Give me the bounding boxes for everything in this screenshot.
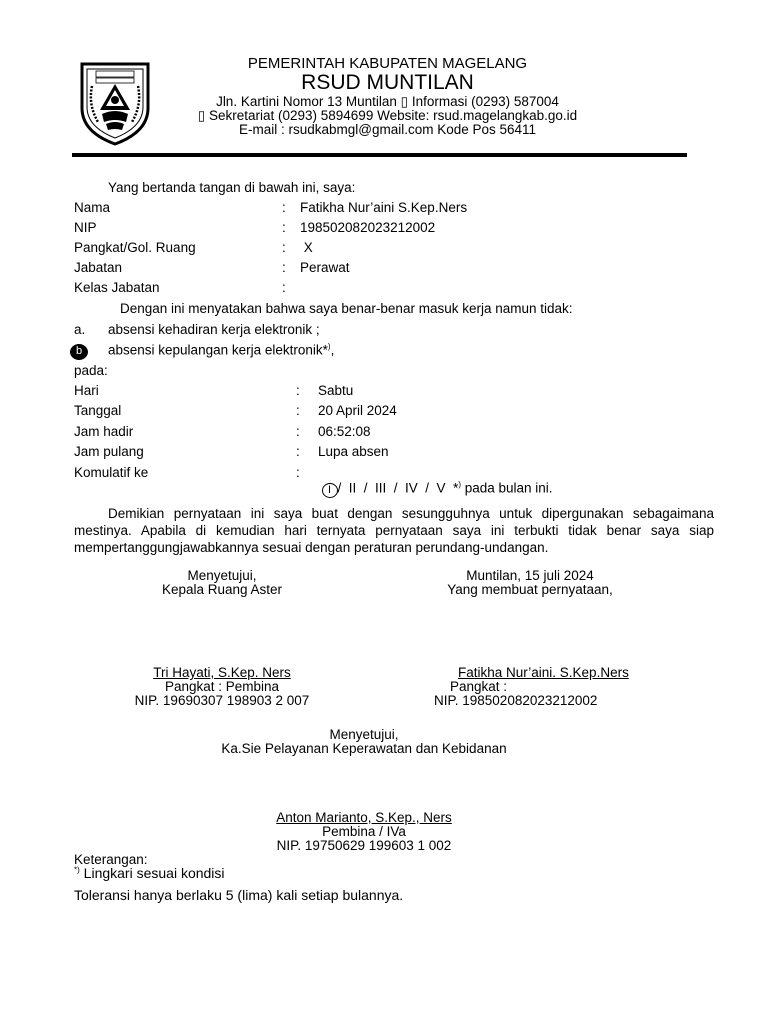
right-signer-name: Fatikha Nur’aini. S.Kep.Ners (458, 665, 629, 680)
closing-paragraph: Demikian pernyataan ini saya buat dengan sesungguhnya untuk dipergunakan sebagaimana mestinya. Apabila di kemudian hari ternyata pernyataan saya ini terbukti tidak benar saya siap mempertanggungjawabkannya sesuai dengan peraturan perundang-undangan. (74, 506, 714, 555)
footnote-marker: ) (327, 342, 331, 351)
detail-label-jam-pulang: Jam pulang (74, 444, 144, 459)
hospital-name: RSUD MUNTILAN (301, 71, 474, 94)
field-value-nip: 198502082023212002 (300, 220, 436, 235)
field-label-pangkat: Pangkat/Gol. Ruang (74, 240, 196, 255)
field-colon: : (282, 220, 286, 235)
detail-colon: : (296, 403, 300, 418)
left-signer-nip: NIP. 19690307 198903 2 007 (134, 693, 310, 708)
bottom-position: Ka.Sie Pelayanan Keperawatan dan Kebidanan (221, 741, 507, 756)
note-1-text: Lingkari sesuai kondisi (79, 865, 225, 881)
option-a-text: absensi kehadiran kerja elektronik ; (108, 322, 320, 337)
statement-text: Dengan ini menyatakan bahwa saya benar-benar masuk kerja namun tidak: (120, 301, 573, 316)
option-b-suffix: , (330, 342, 335, 358)
left-signer-rank: Pangkat : Pembina (164, 679, 280, 694)
detail-value-jam-pulang: Lupa absen (318, 444, 389, 459)
option-b-circled-marker (70, 342, 88, 360)
bottom-approval-label: Menyetujui, (329, 727, 399, 742)
government-name: PEMERINTAH KABUPATEN MAGELANG (247, 55, 528, 72)
note-1 (74, 865, 225, 881)
circle-i-icon: I (322, 483, 338, 498)
address-line-1: Jln. Kartini Nomor 13 Muntilan ▯ Informasi (0293) 587004 (216, 94, 559, 109)
detail-colon: : (296, 383, 300, 398)
note-2: Toleransi hanya berlaku 5 (lima) kali setiap bulannya. (74, 887, 404, 903)
regency-coat-of-arms-logo (78, 60, 152, 146)
pada-label: pada: (74, 363, 108, 378)
intro-text: Yang bertanda tangan di bawah ini, saya: (108, 180, 356, 195)
field-value-nama: Fatikha Nur’aini S.Kep.Ners (300, 200, 468, 215)
detail-value-jam-hadir: 06:52:08 (318, 424, 371, 439)
detail-label-tanggal: Tanggal (74, 403, 122, 418)
option-b-text (108, 342, 334, 358)
left-position: Kepala Ruang Aster (161, 582, 283, 597)
kumulatif-value (314, 465, 553, 498)
option-a-marker: a. (74, 322, 86, 337)
detail-label-jam-hadir: Jam hadir (74, 424, 134, 439)
left-approval-label: Menyetujui, (187, 568, 257, 583)
detail-colon: : (296, 424, 300, 439)
right-position: Yang membuat pernyataan, (447, 582, 613, 597)
footnote-marker: *) (74, 865, 80, 875)
detail-value-tanggal: 20 April 2024 (318, 403, 397, 418)
detail-value-hari: Sabtu (318, 383, 354, 398)
footnote-marker: ) (458, 480, 461, 489)
option-b-label: absensi kepulangan kerja elektronik* (108, 342, 328, 358)
detail-label-hari: Hari (74, 383, 99, 398)
right-signer-rank: Pangkat : (450, 679, 508, 694)
right-signer-nip: NIP. 198502082023212002 (434, 693, 598, 708)
detail-colon: : (296, 444, 300, 459)
field-value-jabatan: Perawat (300, 260, 350, 275)
kumulatif-options: / II / III / IV / V * (337, 480, 459, 496)
field-label-jabatan: Jabatan (74, 260, 123, 275)
bottom-signer-name: Anton Marianto, S.Kep., Ners (276, 810, 452, 825)
bottom-signer-rank: Pembina / IVa (322, 824, 406, 839)
notes-title: Keterangan: (74, 852, 148, 867)
field-label-kelas-jabatan: Kelas Jabatan (74, 280, 160, 295)
field-value-pangkat: X (300, 240, 313, 255)
field-colon: : (282, 260, 286, 275)
header-divider (72, 153, 687, 157)
field-label-nama: Nama (74, 200, 111, 215)
address-line-3: E-mail : rsudkabmgl@gmail.com Kode Pos 56411 (238, 122, 537, 137)
circle-b-icon: b (70, 344, 88, 360)
left-signer-name: Tri Hayati, S.Kep. Ners (153, 665, 291, 680)
field-colon: : (282, 200, 286, 215)
detail-label-kumulatif: Komulatif ke (74, 465, 149, 480)
field-colon: : (282, 240, 286, 255)
field-label-nip: NIP (74, 220, 97, 235)
field-colon: : (282, 280, 286, 295)
right-place-date: Muntilan, 15 juli 2024 (466, 568, 594, 583)
detail-colon: : (296, 465, 300, 480)
bottom-signer-nip: NIP. 19750629 199603 1 002 (276, 838, 452, 853)
address-line-2: ▯ Sekretariat (0293) 5894699 Website: rsud.magelangkab.go.id (197, 108, 578, 123)
kumulatif-suffix: pada bulan ini. (460, 480, 553, 496)
